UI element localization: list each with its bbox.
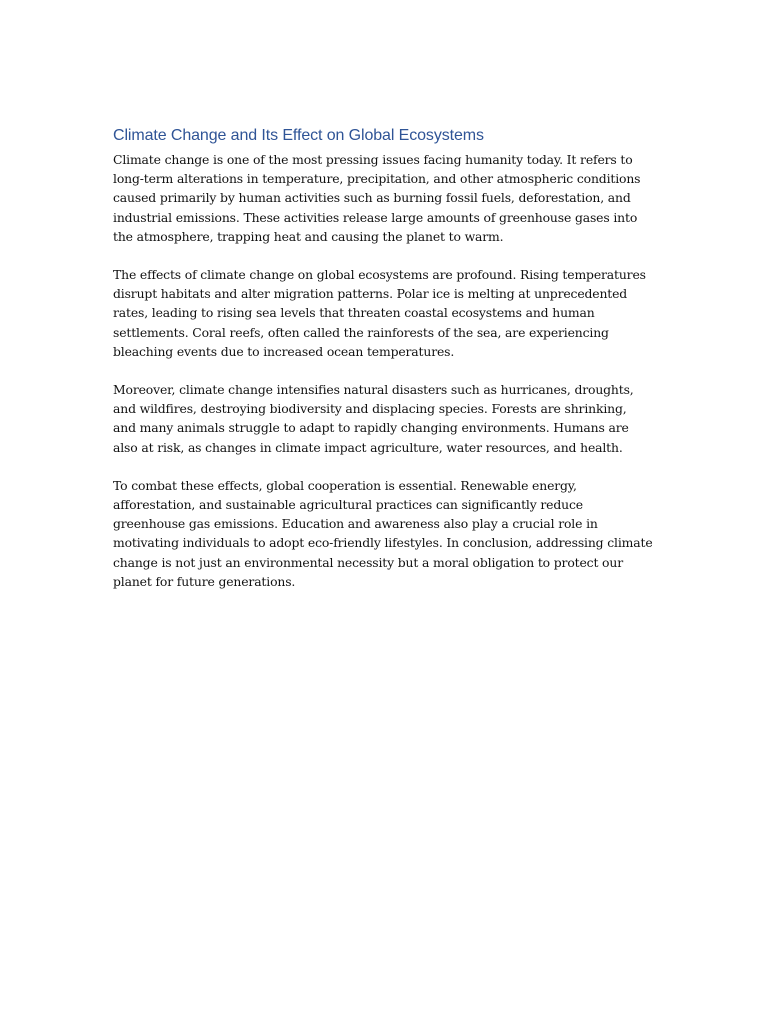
document-body	[113, 124, 653, 610]
paragraph-intro: Climate change is one of the most pressing issues facing humanity today. It refers to long-term alterations in temperature, precipitation, and other atmospheric conditions caused primarily by human activities such as burning fossil fuels, deforestation, and industrial emissions. These activities release large amounts of greenhouse gases into the atmosphere, trapping heat and causing the planet to warm.	[113, 152, 641, 244]
document-title: Climate Change and Its Effect on Global Ecosystems	[113, 127, 484, 144]
paragraph-conclusion: To combat these effects, global cooperation is essential. Renewable energy, afforestation, and sustainable agricultural practices can significantly reduce greenhouse gas emissions. Education and awareness also play a crucial role in motivating individuals to adopt eco-friendly lifestyles. In conclusion, addressing climate change is not just an environmental necessity but a moral obligation to protect our planet for future generations.	[113, 477, 653, 589]
paragraph-effects: The effects of climate change on global ecosystems are profound. Rising temperatures disrupt habitats and alter migration patterns. Polar ice is melting at unprecedented rates, leading to rising sea levels that threaten coastal ecosystems and human settlements. Coral reefs, often called the rainforests of the sea, are experiencing bleaching events due to increased ocean temperatures.	[113, 267, 646, 359]
paragraph-disasters: Moreover, climate change intensifies natural disasters such as hurricanes, droughts, and wildfires, destroying biodiversity and displacing species. Forests are shrinking, and many animals struggle to adapt to rapidly changing environments. Humans are also at risk, as changes in climate impact agriculture, water resources, and health.	[113, 382, 634, 455]
